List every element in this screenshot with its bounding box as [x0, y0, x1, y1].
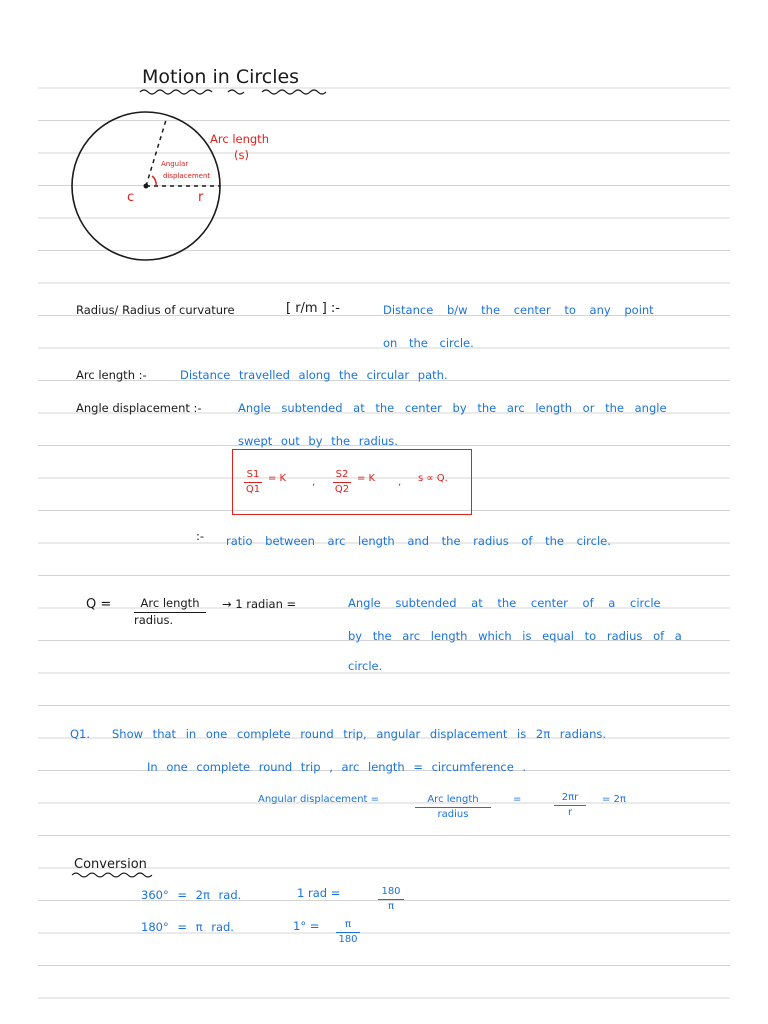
radius-definition-1: Distance b/w the center to any point: [383, 303, 654, 317]
ratio-note: ratio between arc length and the radius of the circle.: [226, 534, 611, 548]
conversion-row-1-den: π: [387, 901, 395, 912]
ratio-k-2: = K: [357, 473, 376, 484]
question-fraction-1-den: radius: [437, 809, 469, 820]
question-fraction-2-den: r: [567, 807, 573, 818]
question-lhs: Angular displacement =: [258, 794, 380, 805]
ratio-fraction-1-den: Q1: [245, 484, 261, 495]
displacement-label: displacement: [163, 172, 211, 180]
arc-length-term: Arc length :-: [76, 368, 147, 382]
radius-term: Radius/ Radius of curvature: [76, 303, 235, 317]
radian-definition-3: circle.: [348, 659, 383, 673]
angle-displacement-definition-2: swept out by the radius.: [238, 434, 398, 448]
angle-displacement-definition-1: Angle subtended at the center by the arc length or the angle: [238, 401, 667, 415]
arc-symbol-label: (s): [234, 148, 249, 162]
conversion-row-1-num: 180: [381, 886, 401, 897]
question-result: = 2π: [602, 794, 626, 805]
angle-displacement-term: Angle displacement :-: [76, 401, 202, 415]
radian-definition-1: Angle subtended at the center of a circle: [348, 596, 661, 610]
question-label: Q1.: [70, 727, 91, 741]
conversion-row-1-mid: 1 rad =: [297, 886, 341, 900]
question-fraction-1-num: Arc length: [427, 794, 479, 805]
ratio-separator-1: ,: [312, 477, 316, 488]
arc-length-label: Arc length: [210, 132, 269, 146]
ratio-fraction-1-num: S1: [246, 469, 260, 480]
ratio-k-1: = K: [268, 473, 287, 484]
conversion-row-1-left: 360° = 2π rad.: [141, 888, 242, 902]
question-line-2: In one complete round trip , arc length = circumference .: [147, 760, 527, 774]
conversion-row-2-mid: 1° =: [293, 919, 320, 933]
one-radian-text: → 1 radian =: [222, 597, 297, 611]
question-text: Show that in one complete round trip, angular displacement is 2π radians.: [112, 727, 607, 741]
ratio-fraction-2-num: S2: [335, 469, 349, 480]
ratio-fraction-2-den: Q2: [334, 484, 350, 495]
question-equals: =: [513, 794, 522, 805]
ratio-proportional: s ∝ Q.: [418, 473, 448, 484]
center-label: c: [127, 190, 135, 205]
ratio-separator-2: ,: [398, 477, 402, 488]
radian-symbol: Q =: [86, 597, 112, 612]
radius-label: r: [198, 190, 204, 205]
conversion-row-2-left: 180° = π rad.: [141, 920, 234, 934]
radian-fraction-den: radius.: [134, 612, 174, 627]
conversion-row-2-fraction: [336, 920, 360, 945]
radius-unit: [ r/m ] :-: [286, 301, 340, 316]
conversion-heading: Conversion: [74, 857, 147, 872]
radian-fraction-num: Arc length: [140, 596, 200, 610]
page-title: Motion in Circles: [142, 66, 300, 88]
angular-label: Angular: [161, 160, 189, 168]
radius-definition-2: on the circle.: [383, 336, 474, 350]
question-fraction-2-num: 2πr: [561, 792, 579, 803]
radian-definition-2: by the arc length which is equal to radius of a: [348, 629, 682, 643]
conversion-row-1-fraction: [378, 887, 404, 912]
ratio-note-marker: :-: [196, 529, 205, 543]
arc-length-definition: Distance travelled along the circular path.: [180, 368, 448, 382]
conversion-row-2-den: 180: [338, 934, 358, 945]
conversion-row-2-num: π: [344, 919, 352, 930]
